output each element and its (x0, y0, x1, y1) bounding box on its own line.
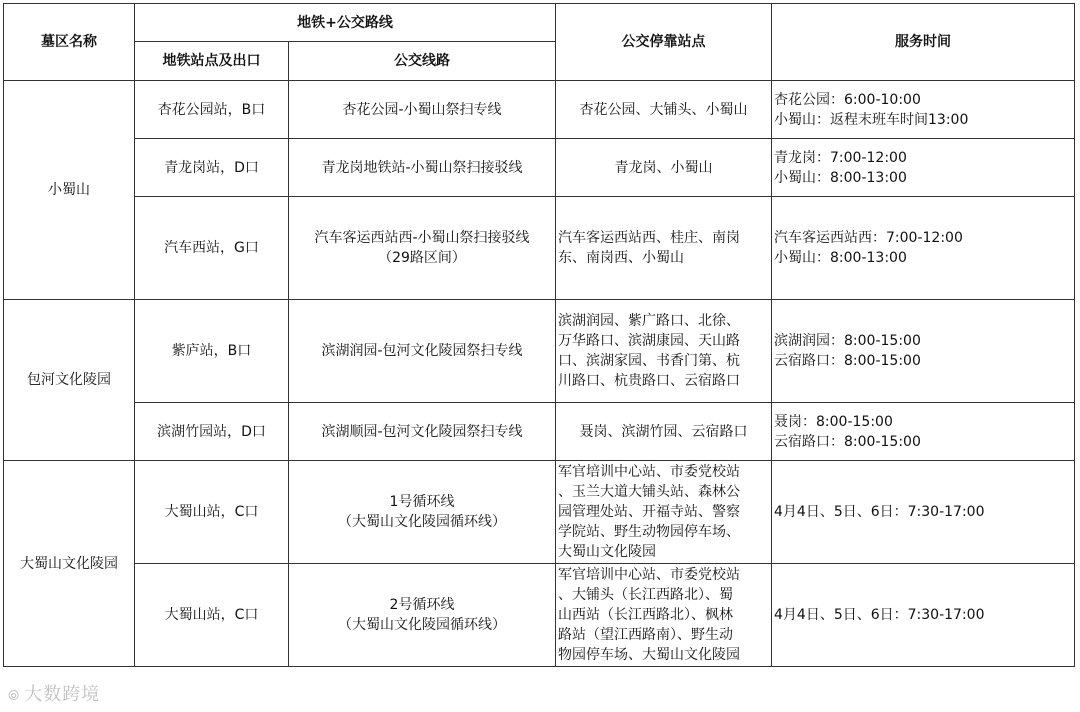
metro-exit: 大蜀山站，C口 (135, 461, 289, 564)
cell-line: 、大铺头（长江西路北）、蜀 (558, 587, 734, 603)
schedule-table (3, 3, 1075, 667)
service-time (772, 81, 1075, 139)
cell-line: 1号循环线 (389, 494, 455, 510)
cell-line: 杏花公园、大铺头、小蜀山 (579, 101, 748, 118)
cell-line: 2号循环线 (389, 597, 455, 613)
cell-line: 聂岗：8:00-15:00 (774, 413, 893, 430)
cell-line: 青龙岗：7:00-12:00 (774, 149, 907, 166)
cell-line: 4月4日、5日、6日：7:30-17:00 (774, 607, 985, 623)
table-row (4, 300, 1075, 403)
metro-exit: 大蜀山站，C口 (135, 564, 289, 667)
watermark-logo-icon: ⦾ (8, 688, 21, 704)
table-row (4, 403, 1075, 461)
bus-stops (556, 139, 772, 197)
cell-line: 云宿路口：8:00-15:00 (774, 433, 921, 450)
bus-route (289, 197, 556, 300)
cell-line: 杏花公园：6:00-10:00 (774, 91, 921, 108)
metro-exit: 杏花公园站，B口 (135, 81, 289, 139)
cell-line: 、玉兰大道大铺头站、森林公 (558, 484, 741, 500)
cell-line: （大蜀山文化陵园循环线） (338, 514, 506, 530)
cell-line: 山西站（长江西路北）、枫林 (558, 607, 734, 623)
bus-route (289, 300, 556, 403)
cell-line: 小蜀山：返程末班车时间13:00 (774, 111, 969, 128)
cell-line: 大蜀山文化陵园 (558, 544, 657, 560)
cell-line: 东、南岗西、小蜀山 (558, 250, 685, 266)
cell-line: 滨湖润园、紫广路口、北徐、 (558, 313, 741, 329)
metro-exit: 汽车西站，G口 (135, 197, 289, 300)
service-time (772, 564, 1075, 667)
cell-line: 小蜀山：8:00-13:00 (774, 250, 907, 266)
table-row (4, 461, 1075, 564)
service-time (772, 197, 1075, 300)
cell-line: 小蜀山：8:00-13:00 (774, 169, 907, 186)
metro-exit: 青龙岗站，D口 (135, 139, 289, 197)
bus-route (289, 81, 556, 139)
cell-line: 汽车客运西站西、桂庄、南岗 (558, 230, 741, 246)
cemetery-name: 小蜀山 (4, 81, 135, 300)
cell-line: 青龙岗地铁站-小蜀山祭扫接驳线 (321, 159, 523, 176)
cell-line: 川路口、杭贵路口、云宿路口 (558, 373, 741, 389)
cell-line: 物园停车场、大蜀山文化陵园 (558, 647, 741, 663)
cell-line: 滨湖润园-包河文化陵园祭扫专线 (321, 343, 523, 359)
cell-line: 军官培训中心站、市委党校站 (558, 567, 741, 583)
header-service-time: 服务时间 (772, 4, 1075, 81)
header-cemetery: 墓区名称 (4, 4, 135, 81)
cemetery-name: 大蜀山文化陵园 (4, 461, 135, 667)
watermark (8, 680, 100, 706)
cell-line: 云宿路口：8:00-15:00 (774, 353, 921, 369)
service-time (772, 461, 1075, 564)
cell-line: 4月4日、5日、6日：7:30-17:00 (774, 504, 985, 520)
header-metro-bus: 地铁+公交路线 (135, 4, 556, 42)
bus-stops (556, 461, 772, 564)
table-row (4, 564, 1075, 667)
bus-route (289, 403, 556, 461)
bus-route (289, 461, 556, 564)
bus-stops (556, 564, 772, 667)
cell-line: 学院站、野生动物园停车场、 (558, 524, 741, 540)
header-metro-exit: 地铁站点及出口 (135, 42, 289, 81)
cell-line: 青龙岗、小蜀山 (614, 159, 713, 176)
table-row (4, 139, 1075, 197)
bus-stops (556, 403, 772, 461)
cell-line: （大蜀山文化陵园循环线） (338, 617, 506, 633)
cell-line: 聂岗、滨湖竹园、云宿路口 (579, 423, 748, 440)
service-time (772, 300, 1075, 403)
cell-line: 口、滨湖家园、书香门第、杭 (558, 353, 741, 369)
cell-line: 军官培训中心站、市委党校站 (558, 464, 741, 480)
cemetery-name: 包河文化陵园 (4, 300, 135, 461)
bus-route (289, 564, 556, 667)
service-time (772, 139, 1075, 197)
service-time (772, 403, 1075, 461)
cell-line: 滨湖润园：8:00-15:00 (774, 333, 921, 349)
bus-route (289, 139, 556, 197)
cell-line: 路站（望江西路南）、野生动 (558, 627, 734, 643)
bus-stops (556, 197, 772, 300)
watermark-text: 大数跨境 (24, 684, 101, 705)
table-row (4, 197, 1075, 300)
cell-line: 汽车客运西站西：7:00-12:00 (774, 230, 963, 246)
cell-line: 杏花公园-小蜀山祭扫专线 (342, 101, 502, 118)
cell-line: 滨湖顺园-包河文化陵园祭扫专线 (321, 423, 523, 440)
table-row (4, 81, 1075, 139)
cell-line: 园管理处站、开福寺站、警察 (558, 504, 741, 520)
cell-line: 万华路口、滨湖康园、天山路 (558, 333, 741, 349)
cell-line: 汽车客运西站西-小蜀山祭扫接驳线 (314, 230, 530, 246)
metro-exit: 滨湖竹园站，D口 (135, 403, 289, 461)
bus-stops (556, 81, 772, 139)
header-bus-stops: 公交停靠站点 (556, 4, 772, 81)
metro-exit: 紫庐站，B口 (135, 300, 289, 403)
cell-line: （29路区间） (378, 250, 466, 266)
header-bus-route: 公交线路 (289, 42, 556, 81)
bus-stops (556, 300, 772, 403)
